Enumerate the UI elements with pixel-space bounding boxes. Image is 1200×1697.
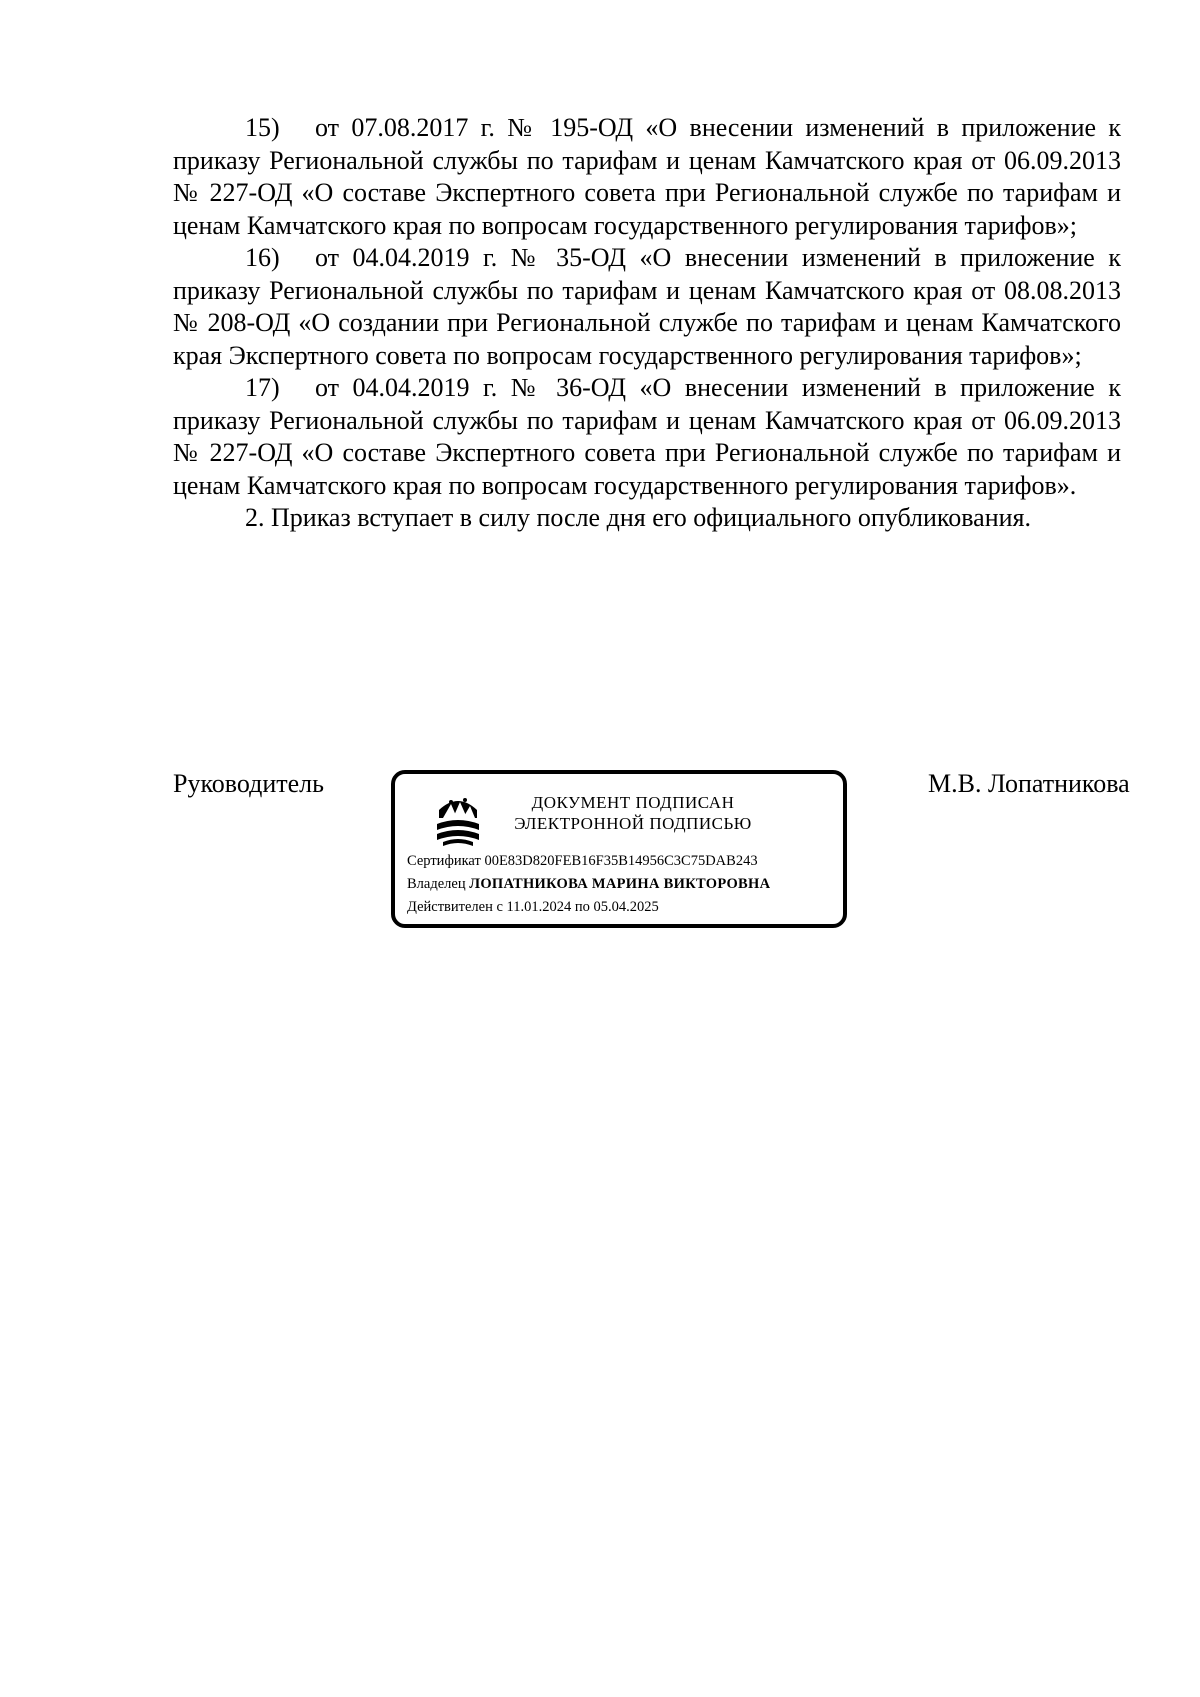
certificate-line: [407, 852, 758, 870]
item-number: 16): [245, 243, 280, 272]
valid-from-date: 11.01.2024: [506, 899, 572, 915]
list-item: [173, 112, 1121, 242]
signatory-name: М.В. Лопатникова: [928, 769, 1130, 798]
certificate-value: 00E83D820FEB16F35B14956C3C75DAB243: [484, 853, 758, 869]
kamchatka-coat-of-arms-icon: [433, 790, 483, 850]
item-number: 17): [245, 373, 280, 402]
valid-to-label: по: [574, 899, 590, 915]
list-item: [173, 372, 1121, 502]
item-text: от 07.08.2017 г. № 195-ОД «О внесении изменений в приложение к приказу Региональной службы по тарифам и ценам Камчатского края от 06.09.2013 № 227-ОД «О составе Экспертного совета при Региональной службе по тарифам и ценам Камчатского края по вопросам государственного регулирования тарифов»;: [173, 113, 1121, 240]
stamp-heading-line: ДОКУМЕНТ ПОДПИСАН: [531, 793, 735, 812]
owner-line: [407, 875, 770, 893]
stamp-heading-line: ЭЛЕКТРОННОЙ ПОДПИСЬЮ: [514, 814, 752, 833]
final-paragraph: 2. Приказ вступает в силу после дня его официального опубликования.: [245, 503, 1031, 532]
owner-value: ЛОПАТНИКОВА МАРИНА ВИКТОРОВНА: [469, 876, 771, 892]
valid-from-label: с: [496, 899, 503, 915]
valid-to-date: 05.04.2025: [593, 899, 659, 915]
item-number: 15): [245, 113, 280, 142]
list-item: [173, 242, 1121, 372]
stamp-heading: [513, 792, 753, 834]
item-text: от 04.04.2019 г. № 36-ОД «О внесении изменений в приложение к приказу Региональной службы по тарифам и ценам Камчатского края от 06.09.2013 № 227-ОД «О составе Экспертного совета при Региональной службе по тарифам и ценам Камчатского края по вопросам государственного регулирования тарифов».: [173, 373, 1121, 500]
electronic-signature-stamp: [391, 770, 847, 928]
signatory-position: Руководитель: [173, 769, 324, 798]
certificate-label: Сертификат: [407, 853, 481, 869]
document-body: [173, 112, 1121, 535]
validity-line: [407, 898, 659, 916]
owner-label: Владелец: [407, 876, 466, 892]
item-text: от 04.04.2019 г. № 35-ОД «О внесении изменений в приложение к приказу Региональной службы по тарифам и ценам Камчатского края от 08.08.2013 № 208-ОД «О создании при Региональной службе по тарифам и ценам Камчатского края Экспертного совета по вопросам государственного регулирования тарифов»;: [173, 243, 1121, 370]
valid-label: Действителен: [407, 899, 493, 915]
